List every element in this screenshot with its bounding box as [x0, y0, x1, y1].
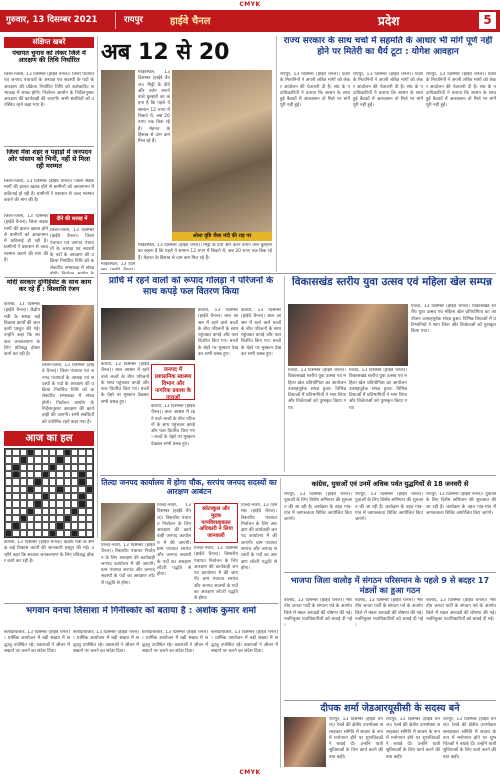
crossword-cell — [49, 500, 56, 507]
crossword-cell — [34, 449, 41, 456]
crossword-cell — [5, 471, 12, 478]
crossword-cell — [12, 508, 19, 515]
crossword-cell — [5, 500, 12, 507]
color-registration-strip: CMYK — [239, 1, 261, 8]
youth-campaign-body-col3: रायपुर, 13 दिसम्बर (हाईवे चैनल)। युवाओं के लिए विशेष अभियान की शुरुआत की जा रही है। कार्यक्रम के तहत गांव-गांव में जागरूकता शिविर आयोजित किए जाएंगे। — [426, 492, 496, 516]
crossword-cell — [27, 478, 34, 485]
crossword-cell — [27, 500, 34, 507]
crossword-cell — [86, 530, 93, 537]
lead-headline: अब 12 से 20 — [101, 40, 230, 65]
lead-body-col2: मार्कास्थल, 13 दिसम्बर (हाईवे चैनल)। मिट्टी के दीये और बर्तन बनाने वाले कुम्हारों का कहना है कि पहले ये सामान 12 रुपए में बिकते थे, अब 20 रुपए तक बिक रहे हैं। मेहनत के हिसाब से दाम कम मिल रहे हैं। — [138, 243, 272, 261]
crossword-cell — [12, 478, 19, 485]
crossword-cell — [20, 486, 27, 493]
brief2-body-cont2: जिला-जिला, 13 दिसम्बर (हाईवे चैनल)। जिला पंचायत एवं जनपद पंचायतों के अध्यक्ष एवं सदस्यों के पदों के आरक्षण की प्रक्रिया निर्धारित तिथि को कलेक्टोरेट सभाकक्ष में संपन्न — [50, 228, 94, 271]
crossword-cell — [49, 471, 56, 478]
divider — [100, 475, 496, 476]
lead-photo-caption: ओला वृष्टि जैसा मंदी की राह पर — [172, 232, 272, 241]
deepak-body-col2: रायपुर, 13 दिसम्बर (हाईवे चैनल)। रेलवे की क्षेत्रीय उपभोक्ता सलाहकार समिति में सदस्य के रूप में मनोनयन होने पर शुभचिंतकों ने बधाई दी। उन्होंने यात्री सुविधाओं के लिए कार्य करने की बात कही। — [386, 717, 440, 760]
crossword-cell — [42, 486, 49, 493]
crossword-cell — [34, 464, 41, 471]
crossword-cell — [56, 515, 63, 522]
lead-photo-strip — [101, 70, 135, 260]
crossword-cell — [71, 515, 78, 522]
crossword-cell — [12, 530, 19, 537]
crossword-cell — [20, 493, 27, 500]
crossword-cell — [49, 478, 56, 485]
crossword-cell — [78, 456, 85, 463]
divider — [4, 146, 94, 147]
distribution-body-col1: कवर्धा, 13 दिसम्बर (हाईवे चैनल)। बाल आश्रम में रहने वाले बच्चों के बीच परिजनों के साथ पहुंचकर कपड़े और फल वितरित किए गए। बच्चों के चेहरे पर मुस्कान देखकर सभी प्रसन्न हुए। — [101, 362, 149, 405]
crossword-cell — [86, 449, 93, 456]
crossword-cell — [42, 493, 49, 500]
distribution-pullquote: जनपद में प्रशासनिक स्वास्थ्य विभाग और नागरिक प्रकाश के ताराओं — [151, 364, 195, 400]
crossword-cell — [56, 500, 63, 507]
crossword-cell — [71, 500, 78, 507]
bjp-body-col1: बालोद, 13 दिसम्बर (हाईवे चैनल)। भारतीय जनता पार्टी के संगठन पर्व के अंतर्गत जिले में मंडल अध्यक्षों की घोषणा की गई। नवनियुक्त पदाधिकारियों को बधाई दी गई। — [284, 598, 352, 629]
crossword-cell — [56, 493, 63, 500]
lead-body-tail: मार्कास्थल, 13 दिस — [101, 262, 135, 267]
color-registration-strip-bottom: CMYK — [239, 769, 261, 776]
crossword-cell — [20, 530, 27, 537]
top-right-headline: राज्य सरकार के साथ चर्चा में सहमति के आधार भी मांगें पूर्ण नहीं होने पर मितेरी का धैर्य टूटा : योगेश आवहान — [283, 36, 493, 57]
crossword-cell — [71, 449, 78, 456]
crossword-cell — [71, 486, 78, 493]
crossword-cell — [42, 508, 49, 515]
crossword-cell — [56, 522, 63, 529]
crossword-cell — [86, 500, 93, 507]
reservation-photo — [101, 503, 155, 541]
religious-body-col3: बलौदाबाजार, 13 दिसम्बर (हाईवे चैनल)। धार्मिक आयोजन में बड़ी संख्या में श्रद्धालु उपस्थित रहे। वक्ताओं ने जीवन में सद्मार्ग पर चलने का संदेश दिया। — [142, 630, 208, 654]
crossword-cell — [78, 486, 85, 493]
crossword-cell — [5, 493, 12, 500]
crossword-cell — [5, 508, 12, 515]
crossword-cell — [86, 522, 93, 529]
crossword-cell — [20, 522, 27, 529]
crossword-cell — [86, 508, 93, 515]
masthead — [0, 10, 500, 32]
crossword-cell — [12, 500, 19, 507]
crossword-cell — [64, 464, 71, 471]
distribution-body-col2: कवर्धा, 13 दिसम्बर (हाईवे चैनल)। बाल आश्रम में रहने वाले बच्चों के बीच परिजनों के साथ पहुंचकर कपड़े और फल वितरित किए गए। बच्चों के चेहरे पर मुस्कान देखकर सभी प्रसन्न हुए। — [151, 404, 195, 447]
section-title: प्रदेश — [378, 14, 400, 28]
top-right-body-col1: रायपुर, 13 दिसम्बर (हाईवे चैनल)। प्रदेश के मितानिनों ने अपनी लंबित मांगों को लेकर आंदोलन की चेतावनी दी है। संघ के पदाधिकारियों ने बताया कि शासन के साथ हुई बैठकों में आश्वासन तो मिले पर मांगें पूरी नहीं हुईं। — [280, 72, 350, 109]
crossword-cell — [12, 449, 19, 456]
crossword-cell — [64, 500, 71, 507]
reservation-headline: तिल्दा जनपद कार्यालय में होगा चौक, सरपंच जनपद सदस्यों का आरक्षण आबंटन — [101, 478, 277, 496]
crossword-cell — [27, 522, 34, 529]
crossword-cell — [86, 456, 93, 463]
edition-city: रायपुर — [124, 15, 143, 25]
crossword-cell — [49, 449, 56, 456]
page-number: 5 — [479, 12, 496, 29]
crossword-cell — [20, 464, 27, 471]
crossword-cell — [49, 515, 56, 522]
crossword-cell — [42, 471, 49, 478]
youth-campaign-body-col1: रायपुर, 13 दिसम्बर (हाईवे चैनल)। युवाओं के लिए विशेष अभियान की शुरुआत की जा रही है। कार्यक्रम के तहत गांव-गांव में जागरूकता शिविर आयोजित किए जाएंगे। — [284, 492, 352, 523]
divider — [4, 603, 278, 604]
brief3-body: कोरबा, 13 दिसम्बर (हाईवे चैनल)। केंद्रीय मंत्री के समक्ष कई विकास कार्यों की जानकारी प्रस्तुत की गई। उन्होंने कहा कि सरकार जनकल्याण के लिए प्रतिबद्ध होकर कार्य कर रही है। — [4, 302, 40, 358]
crossword-cell — [71, 471, 78, 478]
crossword-cell — [42, 515, 49, 522]
crossword-cell — [64, 522, 71, 529]
crossword-cell — [42, 478, 49, 485]
crossword-cell — [34, 456, 41, 463]
issue-date: गुरुवार, 13 दिसम्बर 2021 — [6, 15, 98, 25]
crossword-cell — [5, 522, 12, 529]
deepak-sharma-headline: दीपक शर्मा जेडआरयूसीसी के सदस्य बने — [320, 703, 460, 714]
crossword-cell — [49, 456, 56, 463]
crossword-cell — [20, 471, 27, 478]
inline-box-label: दीने की सलाह में — [50, 214, 94, 225]
crossword-cell — [20, 508, 27, 515]
bjp-mandal-headline: भाजपा जिला वालोड़ में संगठन परिसमान के पहले 9 से बदहर 17 मंडलों का हुआ गठन — [290, 575, 490, 595]
crossword-cell — [64, 486, 71, 493]
crossword-cell — [12, 486, 19, 493]
crossword-cell — [27, 486, 34, 493]
crossword-cell — [34, 478, 41, 485]
crossword-cell — [64, 493, 71, 500]
newspaper-brand: हाईवे चैनल — [170, 16, 211, 27]
crossword-cell — [78, 464, 85, 471]
crossword-cell — [49, 530, 56, 537]
crossword-cell — [49, 486, 56, 493]
religious-body-col1: बलौदाबाजार, 13 दिसम्बर (हाईवे चैनल)। धार्मिक आयोजन में बड़ी संख्या में श्रद्धालु उपस्थित रहे। वक्ताओं ने जीवन में सद्मार्ग पर चलने का संदेश दिया। — [4, 630, 70, 654]
youth-campaign-headline: कांग्रेस, युवाओं एवं उनमें अधिक पर्वत युद्धगियों से 18 जनवरी से — [311, 480, 469, 488]
crossword-cell — [42, 500, 49, 507]
crossword-cell — [20, 456, 27, 463]
brief2-body-cont: जिला-जिला, 13 दिसम्बर (हाईवे चैनल)। जिला सड़क मार्गों की हालत खराब होने से ग्रामीणों को आवागमन में कठिनाई हो रही है। ग्रामीणों ने प्रशासन से जल्द मरम्मत कराने की मांग की है। — [4, 214, 48, 264]
crossword-cell — [12, 471, 19, 478]
reservation-body-col0: तिल्दा-नेवरा, 13 दिसम्बर (हाईवे चैनल)। त्रिस्तरीय पंचायत निर्वाचन के लिए आरक्षण की कार्यवाही जनपद कार्यालय में की जाएगी। ग्राम पंचायत सरपंच और जनपद सदस्यों के पदों का आरक्षण लॉटरी पद्धति से होगा। — [101, 543, 155, 586]
crossword-cell — [5, 478, 12, 485]
reservation-pullquote: स्लेटस्कुल और मुद्रक पापविरसहकाल अधिकारी ने लिया जानकारी — [194, 503, 238, 543]
religious-event-headline: भगवान वनचा लिसाशा में गिनीस्कोर को बताया है : अशोक कुमार शर्मा — [25, 606, 257, 616]
crossword-cell — [56, 456, 63, 463]
distribution-photo — [101, 308, 195, 360]
divider — [284, 572, 496, 573]
distribution-body-col4: कवर्धा, 13 दिसम्बर (हाईवे चैनल)। बाल आश्रम में रहने वाले बच्चों के बीच परिजनों के साथ पहुंचकर कपड़े और फल वितरित किए गए। बच्चों के चेहरे पर मुस्कान देखकर सभी प्रसन्न हुए। — [241, 308, 281, 358]
crossword-cell — [12, 522, 19, 529]
youth-festival-headline: विकासखंड स्तरीय युवा उत्सव एवं महिला खेल सम्पन्न — [292, 276, 492, 288]
youth-festival-body-col1: तिल्दा, 13 दिसम्बर (हाईवे चैनल)। विकासखंड स्तरीय युवा उत्सव एवं महिला खेल प्रतियोगिता का आयोजन उत्साहपूर्वक संपन्न हुआ। विभिन्न विधाओं में प्रतिभागियों ने भाग लिया और विजेताओं को पुरस्कृत किया गया। — [288, 368, 346, 411]
crossword-cell — [27, 449, 34, 456]
crossword-cell — [78, 449, 85, 456]
crossword-cell — [49, 522, 56, 529]
crossword-cell — [12, 464, 19, 471]
crossword-cell — [64, 471, 71, 478]
column-rule — [280, 478, 281, 768]
crossword-cell — [71, 493, 78, 500]
crossword-cell — [27, 464, 34, 471]
crossword-cell — [56, 471, 63, 478]
crossword-cell — [27, 515, 34, 522]
crossword-cell — [78, 478, 85, 485]
crossword-cell — [56, 449, 63, 456]
crossword-cell — [71, 530, 78, 537]
crossword-cell — [5, 530, 12, 537]
crossword-cell — [71, 508, 78, 515]
crossword-cell — [71, 464, 78, 471]
crossword-cell — [34, 522, 41, 529]
religious-body-col4: बलौदाबाजार, 13 दिसम्बर (हाईवे चैनल)। धार्मिक आयोजन में बड़ी संख्या में श्रद्धालु उपस्थित रहे। वक्ताओं ने जीवन में सद्मार्ग पर चलने का संदेश दिया। — [211, 630, 278, 654]
crossword-cell — [27, 530, 34, 537]
crossword-cell — [42, 464, 49, 471]
divider — [284, 700, 496, 701]
crossword-cell — [78, 508, 85, 515]
crossword-cell — [42, 449, 49, 456]
bjp-body-col2: बालोद, 13 दिसम्बर (हाईवे चैनल)। भारतीय जनता पार्टी के संगठन पर्व के अंतर्गत जिले में मंडल अध्यक्षों की घोषणा की गई। नवनियुक्त पदाधिकारियों को बधाई दी गई। — [355, 598, 423, 629]
crossword-cell — [86, 471, 93, 478]
crossword-cell — [34, 486, 41, 493]
crossword-cell — [20, 500, 27, 507]
brief2-body: जिला-जिला, 13 दिसम्बर (हाईवे चैनल)। जिला सड़क मार्गों की हालत खराब होने से ग्रामीणों को आवागमन में कठिनाई हो रही है। ग्रामीणों ने प्रशासन से जल्द मरम्मत कराने की मांग की है। — [4, 179, 94, 203]
crossword-cell — [56, 486, 63, 493]
crossword-cell — [42, 522, 49, 529]
puzzle-notes: कोरबा, 13 दिसम्बर (हाईवे चैनल)। केंद्रीय मंत्री के समक्ष कई विकास कार्यों की जानकारी प्रस्तुत की गई। उन्होंने कहा कि सरकार जनकल्याण के लिए प्रतिबद्ध होकर कार्य कर रही है। — [4, 540, 94, 564]
distribution-headline: प्राधि में रहने वालों को रूपाद गोलड़ा ने परिजनों के साथ कपड़े फल वितरण किया — [108, 276, 274, 297]
crossword-cell — [86, 493, 93, 500]
column-rule — [97, 36, 98, 538]
religious-body-col2: बलौदाबाजार, 13 दिसम्बर (हाईवे चैनल)। धार्मिक आयोजन में बड़ी संख्या में श्रद्धालु उपस्थित रहे। वक्ताओं ने जीवन में सद्मार्ग पर चलने का संदेश दिया। — [73, 630, 139, 654]
distribution-body-col3: कवर्धा, 13 दिसम्बर (हाईवे चैनल)। बाल आश्रम में रहने वाले बच्चों के बीच परिजनों के साथ पहुंचकर कपड़े और फल वितरित किए गए। बच्चों के चेहरे पर मुस्कान देखकर सभी प्रसन्न हुए। — [198, 308, 238, 358]
column-rule — [276, 36, 277, 272]
crossword-cell — [78, 515, 85, 522]
crossword-cell — [34, 515, 41, 522]
brief1-headline: पंचायत चुनाव को लेकर जिले में आरक्षण की तिथि निर्धारित — [12, 50, 86, 64]
person-photo — [42, 305, 94, 361]
reservation-body-col2: तिल्दा-नेवरा, 13 दिसम्बर (हाईवे चैनल)। त्रिस्तरीय पंचायत निर्वाचन के लिए आरक्षण की कार्यवाही जनपद कार्यालय में की जाएगी। ग्राम पंचायत सरपंच और जनपद सदस्यों के पदों का आरक्षण लॉटरी पद्धति से होगा। — [194, 546, 238, 601]
brief3-headline: मोदी सरकार दुनिहिंसेट के साथ काम कर रहे हैं : विश्वासि रंजन — [6, 279, 92, 293]
deepak-body-col1: रायपुर, 13 दिसम्बर (हाईवे चैनल)। रेलवे की क्षेत्रीय उपभोक्ता सलाहकार समिति में सदस्य के रूप में मनोनयन होने पर शुभचिंतकों ने बधाई दी। उन्होंने यात्री सुविधाओं के लिए कार्य करने की बात कही। — [329, 717, 383, 760]
crossword-cell — [5, 456, 12, 463]
crossword-cell — [5, 486, 12, 493]
divider — [4, 277, 94, 278]
column-rule — [284, 276, 285, 472]
brief-news-label: संक्षिप्त खबरें — [4, 37, 94, 48]
crossword-cell — [64, 530, 71, 537]
crossword-cell — [86, 464, 93, 471]
bjp-body-col3: बालोद, 13 दिसम्बर (हाईवे चैनल)। भारतीय जनता पार्टी के संगठन पर्व के अंतर्गत जिले में मंडल अध्यक्षों की घोषणा की गई। नवनियुक्त पदाधिकारियों को बधाई दी गई। — [426, 598, 496, 622]
crossword-cell — [12, 493, 19, 500]
crossword-cell — [71, 478, 78, 485]
crossword-cell — [56, 464, 63, 471]
crossword-cell — [34, 508, 41, 515]
reservation-body-col1: तिल्दा-नेवरा, 13 दिसम्बर (हाईवे चैनल)। त्रिस्तरीय पंचायत निर्वाचन के लिए आरक्षण की कार्यवाही जनपद कार्यालय में की जाएगी। ग्राम पंचायत सरपंच और जनपद सदस्यों के पदों का आरक्षण लॉटरी पद्धति से होगा। — [157, 503, 191, 578]
crossword-cell — [27, 456, 34, 463]
crossword-cell — [34, 471, 41, 478]
crossword-cell — [12, 456, 19, 463]
crossword-cell — [71, 456, 78, 463]
divider — [100, 273, 496, 274]
lead-photo — [172, 70, 272, 240]
crossword-cell — [34, 500, 41, 507]
crossword-cell — [34, 530, 41, 537]
crossword-cell — [27, 471, 34, 478]
brief2-headline: जिला मेंवा शहर व पहाड़ों में जनपदन ओर पांसाय को भिनी, नहीं से मिला रही मरम्मत — [6, 149, 92, 170]
brief3-body-cont: जिला-जिला, 13 दिसम्बर (हाईवे चैनल)। जिला पंचायत एवं जनपद पंचायतों के अध्यक्ष एवं सदस्यों के पदों के आरक्षण की प्रक्रिया निर्धारित तिथि को कलेक्टोरेट सभाकक्ष में संपन्न होगी। निर्वाचन आयोग के निर्देशानुसार आरक्षण की कार्यवाही की जाएगी। सभी संबंधितों को उपस्थित रहने कहा गया है। — [42, 363, 94, 425]
crossword-cell — [20, 478, 27, 485]
crossword-cell — [34, 493, 41, 500]
crossword-cell — [56, 478, 63, 485]
crossword-cell — [56, 508, 63, 515]
brief1-body: जिला-जिला, 13 दिसम्बर (हाईवे चैनल)। जिला पंचायत एवं जनपद पंचायतों के अध्यक्ष एवं सदस्यों के पदों के आरक्षण की प्रक्रिया निर्धारित तिथि को कलेक्टोरेट सभाकक्ष में संपन्न होगी। निर्वाचन आयोग के निर्देशानुसार आरक्षण की कार्यवाही की जाएगी। सभी संबंधितों को उपस्थित रहने कहा गया है। — [4, 72, 94, 109]
crossword-cell — [86, 515, 93, 522]
crossword-cell — [5, 464, 12, 471]
crossword-cell — [56, 530, 63, 537]
crossword-cell — [49, 493, 56, 500]
crossword-cell — [20, 449, 27, 456]
crossword-cell — [78, 522, 85, 529]
crossword-cell — [5, 515, 12, 522]
top-right-body-col3: रायपुर, 13 दिसम्बर (हाईवे चैनल)। प्रदेश के मितानिनों ने अपनी लंबित मांगों को लेकर आंदोलन की चेतावनी दी है। संघ के पदाधिकारियों ने बताया कि शासन के साथ हुई बैठकों में आश्वासन तो मिले पर मांगें पूरी नहीं हुईं। — [426, 72, 496, 109]
lead-body-col1: मार्कास्थल, 13 दिसम्बर (हाईवे चैनल)। मिट्टी के दीये और बर्तन बनाने वाले कुम्हारों का कहना है कि पहले ये सामान 12 रुपए में बिकते थे, अब 20 रुपए तक बिक रहे हैं। मेहनत के हिसाब से दाम कम मिल रहे हैं। — [138, 70, 170, 145]
crossword-cell — [12, 515, 19, 522]
deepak-body-col3: रायपुर, 13 दिसम्बर (हाईवे चैनल)। रेलवे की क्षेत्रीय उपभोक्ता सलाहकार समिति में सदस्य के रूप में मनोनयन होने पर शुभचिंतकों ने बधाई दी। उन्होंने यात्री सुविधाओं के लिए कार्य करने की बात कही। — [443, 717, 496, 760]
crossword-cell — [64, 478, 71, 485]
crossword-cell — [20, 515, 27, 522]
crossword-grid — [4, 448, 94, 538]
puzzle-title: आज का हल — [4, 431, 94, 446]
crossword-cell — [42, 530, 49, 537]
youth-festival-body-col3: तिल्दा, 13 दिसम्बर (हाईवे चैनल)। विकासखंड स्तरीय युवा उत्सव एवं महिला खेल प्रतियोगिता का आयोजन उत्साहपूर्वक संपन्न हुआ। विभिन्न विधाओं में प्रतिभागियों ने भाग लिया और विजेताओं को पुरस्कृत किया गया। — [411, 304, 496, 335]
crossword-cell — [64, 515, 71, 522]
crossword-cell — [71, 522, 78, 529]
crossword-cell — [78, 530, 85, 537]
crossword-cell — [86, 486, 93, 493]
crossword-cell — [64, 508, 71, 515]
crossword-cell — [49, 508, 56, 515]
reservation-body-col3: तिल्दा-नेवरा, 13 दिसम्बर (हाईवे चैनल)। त्रिस्तरीय पंचायत निर्वाचन के लिए आरक्षण की कार्यवाही जनपद कार्यालय में की जाएगी। ग्राम पंचायत सरपंच और जनपद सदस्यों के पदों का आरक्षण लॉटरी पद्धति से होगा। — [241, 503, 277, 571]
youth-campaign-body-col2: रायपुर, 13 दिसम्बर (हाईवे चैनल)। युवाओं के लिए विशेष अभियान की शुरुआत की जा रही है। कार्यक्रम के तहत गांव-गांव में जागरूकता शिविर आयोजित किए जाएंगे। — [355, 492, 423, 523]
crossword-cell — [86, 478, 93, 485]
crossword-cell — [64, 449, 71, 456]
deepak-sharma-photo — [284, 717, 326, 767]
crossword-cell — [27, 508, 34, 515]
crossword-cell — [5, 449, 12, 456]
crossword-cell — [78, 471, 85, 478]
crossword-cell — [78, 493, 85, 500]
youth-festival-photo — [288, 304, 408, 366]
youth-festival-body-col2: तिल्दा, 13 दिसम्बर (हाईवे चैनल)। विकासखंड स्तरीय युवा उत्सव एवं महिला खेल प्रतियोगिता का आयोजन उत्साहपूर्वक संपन्न हुआ। विभिन्न विधाओं में प्रतिभागियों ने भाग लिया और विजेताओं को पुरस्कृत किया गया। — [349, 368, 407, 411]
crossword-cell — [42, 456, 49, 463]
masthead-divider — [115, 12, 116, 29]
crossword-cell — [78, 500, 85, 507]
top-right-body-col2: रायपुर, 13 दिसम्बर (हाईवे चैनल)। प्रदेश के मितानिनों ने अपनी लंबित मांगों को लेकर आंदोलन की चेतावनी दी है। संघ के पदाधिकारियों ने बताया कि शासन के साथ हुई बैठकों में आश्वासन तो मिले पर मांगें पूरी नहीं हुईं। — [353, 72, 423, 109]
crossword-cell — [64, 456, 71, 463]
crossword-cell — [49, 464, 56, 471]
crossword-cell — [27, 493, 34, 500]
